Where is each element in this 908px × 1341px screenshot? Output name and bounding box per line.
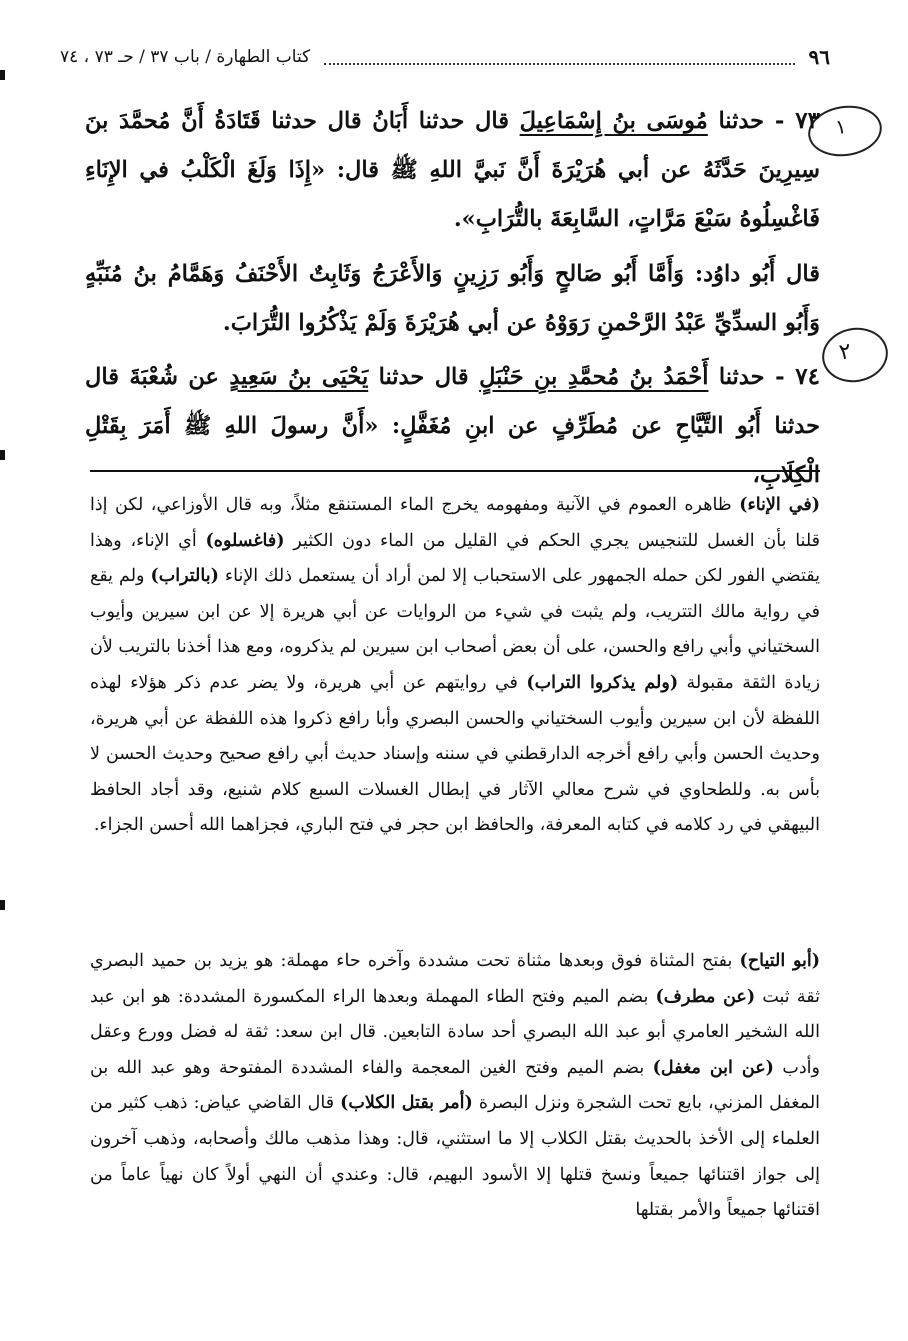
scan-edge-mark	[0, 450, 5, 460]
keyword: (ولم يذكروا التراب)	[526, 672, 679, 693]
keyword: (فاغسلوه)	[205, 530, 285, 551]
footnote-separator	[90, 470, 820, 472]
comment-text: قال أَبُو داوُد: وَأَمَّا أَبُو صَالحٍ وَأَبُو رَزِينٍ وَالأَعْرَجُ وَثَابِتٌ الأَحْنَفُ وَهَمَّامُ بنُ مُنَبِّهٍ وَأَبُو السدِّيِّ عَبْدُ الرَّحْمنِ رَوَوْهُ عن أبي هُرَيْرَةَ وَلَمْ يَذْكُرُوا التُّرَابَ.	[85, 261, 820, 336]
commentary-text: بضم الميم وفتح الطاء المهملة وبعدها الراء المكسورة المشددة: هو ابن عبد الله الشخير العامري أبو عبد الله البصري أحد سادة التابعين. قال ابن سعد: ثقة له فضل وورع وعقل وأدب	[90, 986, 820, 1078]
keyword: (في الإناء)	[739, 495, 820, 515]
narrator-underlined: مُوسَى بنُ إِسْمَاعِيلَ	[519, 108, 708, 134]
commentary-paragraph-2	[90, 944, 820, 1229]
page-header	[60, 40, 830, 74]
commentary-text: في روايتهم عن أبي هريرة، ولا يضر عدم ذكر هؤلاء لهذه اللفظة لأن ابن سيرين وأيوب السختياني والحسن البصري وأبا رافع ذكروا هذه اللفظة عن أبي هريرة، وحديث الحسن وأبي رافع أخرجه الدارقطني في سننه وإسناد حديث أبي رافع صحيح وحديث الحسن لا بأس به. وللطحاوي في شرح معالي الآثار في إبطال الغسلات السبع كلام شنيع، وقد أجاد الحافظ البيهقي في رد كلامه في كتابه المعرفة، والحافظ ابن حجر في فتح الباري، فجزاهما الله أحسن الجزاء.	[90, 672, 820, 836]
hadith-number: ٧٣ -	[764, 107, 820, 134]
commentary-text: ولم يقع في رواية مالك التتريب، ولم يثبت في شيء من الروايات عن أبي هريرة إلا عن ابن سيرين وأيوب السختياني وأبي رافع والحسن، على أن بعض أصحاب ابن سيرين لم يذكروه، ومع هذا أخذنا بالتريب لأن زيادة الثقة مقبولة	[90, 566, 821, 693]
keyword: (عن مطرف)	[655, 986, 756, 1007]
hadith-74	[85, 352, 820, 500]
hadith-number: ٧٤ -	[764, 363, 820, 390]
commentary-text: ظاهره العموم في الآنية ومفهومه يخرج الماء المستنقع مثلاً، وبه قال الأوزاعي، لكن إذا قلنا بأن الغسل للتنجيس يجري الحكم في القليل من الماء دون الكثير	[90, 495, 821, 551]
narrator-underlined: أَحْمَدُ بنُ مُحمَّدِ بنِ حَنْبَلٍ	[479, 364, 709, 390]
hadith-text: قال حدثنا أَبَانُ قال حدثنا قَتَادَةُ أَنَّ مُحمَّدَ بنَ سِيرِينَ حَدَّثَهُ عن أبي هُرَيْرَةَ أَنَّ نَبيَّ اللهِ ﷺ قال: «إِذَا وَلَغَ الْكَلْبُ في الإِنَاءِ فَاغْسِلُوهُ سَبْعَ مَرَّاتٍ، السَّابِعَةَ بالتُّرَابِ».	[85, 108, 820, 232]
abu-dawud-comment	[85, 250, 820, 348]
commentary-text: بفتح المثناة فوق وبعدها مثناة تحت مشددة وآخره حاء مهملة: هو يزيد بن حميد البصري ثقة ثبت	[90, 951, 820, 1007]
scan-edge-mark	[0, 900, 5, 910]
hadith-text: قال حدثنا	[368, 364, 480, 390]
hadith-73	[85, 96, 820, 244]
commentary-text: بضم الميم وفتح الغين المعجمة والفاء المشددة المفتوحة وهو عبد الله بن المغفل المزني، بايع تحت الشجرة ونزل البصرة	[90, 1057, 821, 1114]
keyword: (عن ابن مغفل)	[652, 1057, 774, 1078]
hadith-text: حدثنا	[708, 364, 765, 390]
running-title: كتاب الطهارة / باب ٣٧ / حـ ٧٣ ، ٧٤	[60, 47, 311, 67]
commentary-text: قال القاضي عياض: ذهب كثير من العلماء إلى الأخذ بالحديث بقتل الكلاب إلا ما استثني، قال: وهذا مذهب مالك وأصحابه، وذهب آخرون إلى جواز اقتنائها جميعاً ونسخ قتلها إلا الأسود البهيم، قال: وعندي أن النهي أولاً كان نهياً عاماً من اقتنائها جميعاً والأمر بقتلها	[90, 1093, 820, 1221]
keyword: (أمر بقتل الكلاب)	[340, 1093, 473, 1114]
margin-note-circle-2	[818, 323, 892, 388]
commentary-paragraph-1	[90, 488, 820, 844]
keyword: (بالتراب)	[150, 566, 219, 587]
scan-edge-mark	[0, 70, 5, 80]
keyword: (أبو التياح)	[739, 951, 820, 971]
margin-note-2: ٢	[837, 338, 854, 366]
commentary-text: أي الإناء، وهذا يقتضي الفور لكن حمله الجمهور على الاستحباب إلا لمن أراد أن يستعمل ذلك الإناء	[90, 530, 820, 587]
header-dotted-leader	[324, 49, 794, 65]
margin-note-1: ١	[833, 113, 848, 140]
hadith-text: عن شُعْبَةَ قال حدثنا أَبُو التَّيَّاحِ عن مُطَرِّفٍ عن ابنِ مُغَفَّلٍ: «أَنَّ رسولَ اللهِ ﷺ أَمَرَ بِقَتْلِ الْكِلَابِ،	[85, 364, 820, 488]
hadith-text: حدثنا	[707, 108, 765, 134]
page-number: ٩٦	[808, 45, 830, 69]
narrator-underlined: يَحْيَى بنُ سَعِيدٍ	[229, 364, 369, 390]
